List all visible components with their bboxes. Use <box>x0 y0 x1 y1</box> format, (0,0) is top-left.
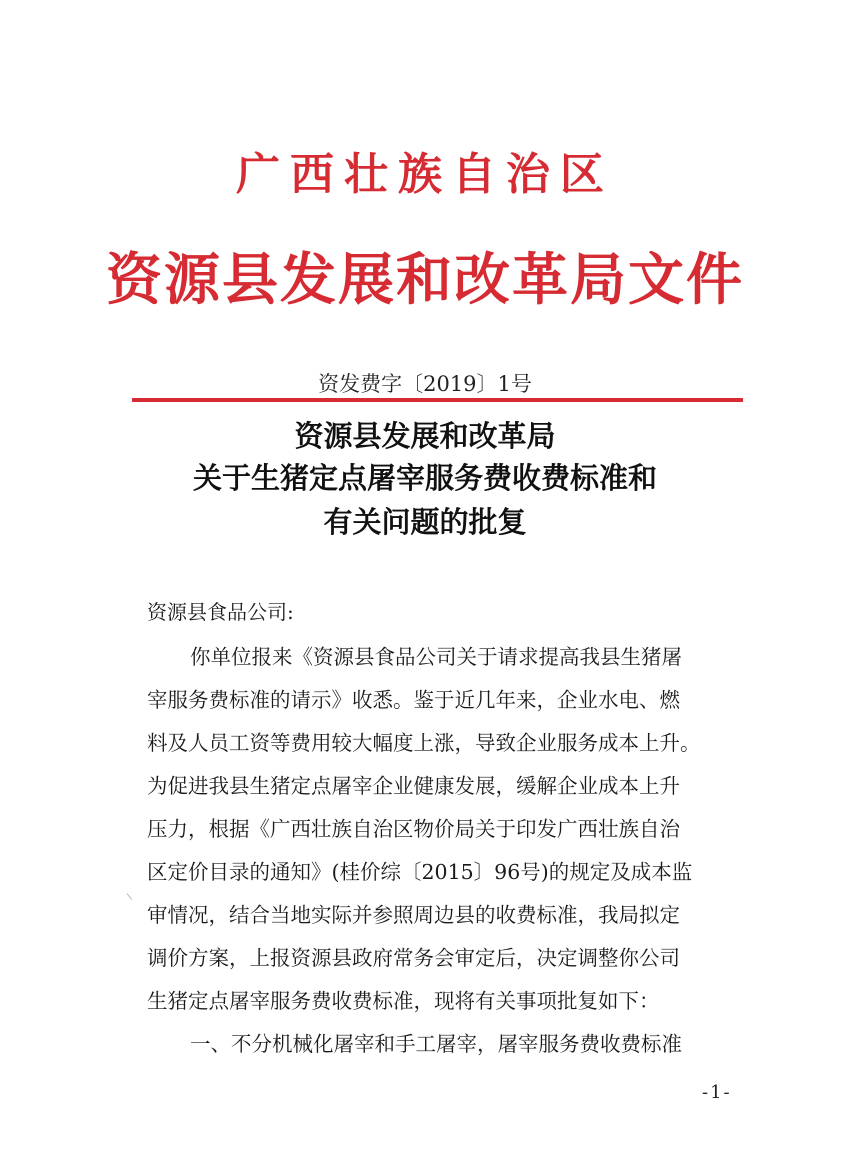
title-line-2: 关于生猪定点屠宰服务费收费标准和 <box>192 461 657 495</box>
body-line: 调价方案，上报资源县政府常务会审定后，决定调整你公司 <box>147 946 680 970</box>
body-line: 压力，根据《广西壮族自治区物价局关于印发广西壮族自治 <box>147 817 680 841</box>
body-line: 宰服务费标准的请示》收悉。鉴于近几年来，企业水电、燃 <box>147 688 680 712</box>
body-line: 生猪定点屠宰服务费收费标准，现将有关事项批复如下： <box>147 989 660 1013</box>
page-number: -1- <box>702 1082 732 1103</box>
document-number: 资发费字〔2019〕1号 <box>318 372 532 396</box>
body-line: 料及人员工资等费用较大幅度上涨，导致企业服务成本上升。 <box>147 731 701 755</box>
body-line: 你单位报来《资源县食品公司关于请求提高我县生猪屠 <box>190 645 682 669</box>
body-line: 一、不分机械化屠宰和手工屠宰，屠宰服务费收费标准 <box>190 1032 682 1056</box>
body-line: 审情况，结合当地实际并参照周边县的收费标准，我局拟定 <box>147 903 680 927</box>
red-divider-rule <box>132 398 743 402</box>
title-line-1: 资源县发展和改革局 <box>294 419 556 453</box>
issuer-agency-heading: 资源县发展和改革局文件 <box>106 247 744 313</box>
issuer-region: 广西壮族自治区 <box>236 149 614 200</box>
salutation: 资源县食品公司: <box>147 600 294 624</box>
scan-artifact <box>126 888 138 900</box>
title-line-3: 有关问题的批复 <box>323 505 527 539</box>
body-line: 区定价目录的通知》(桂价综〔2015〕96号)的规定及成本监 <box>147 860 693 884</box>
body-line: 为促进我县生猪定点屠宰企业健康发展，缓解企业成本上升 <box>147 774 680 798</box>
